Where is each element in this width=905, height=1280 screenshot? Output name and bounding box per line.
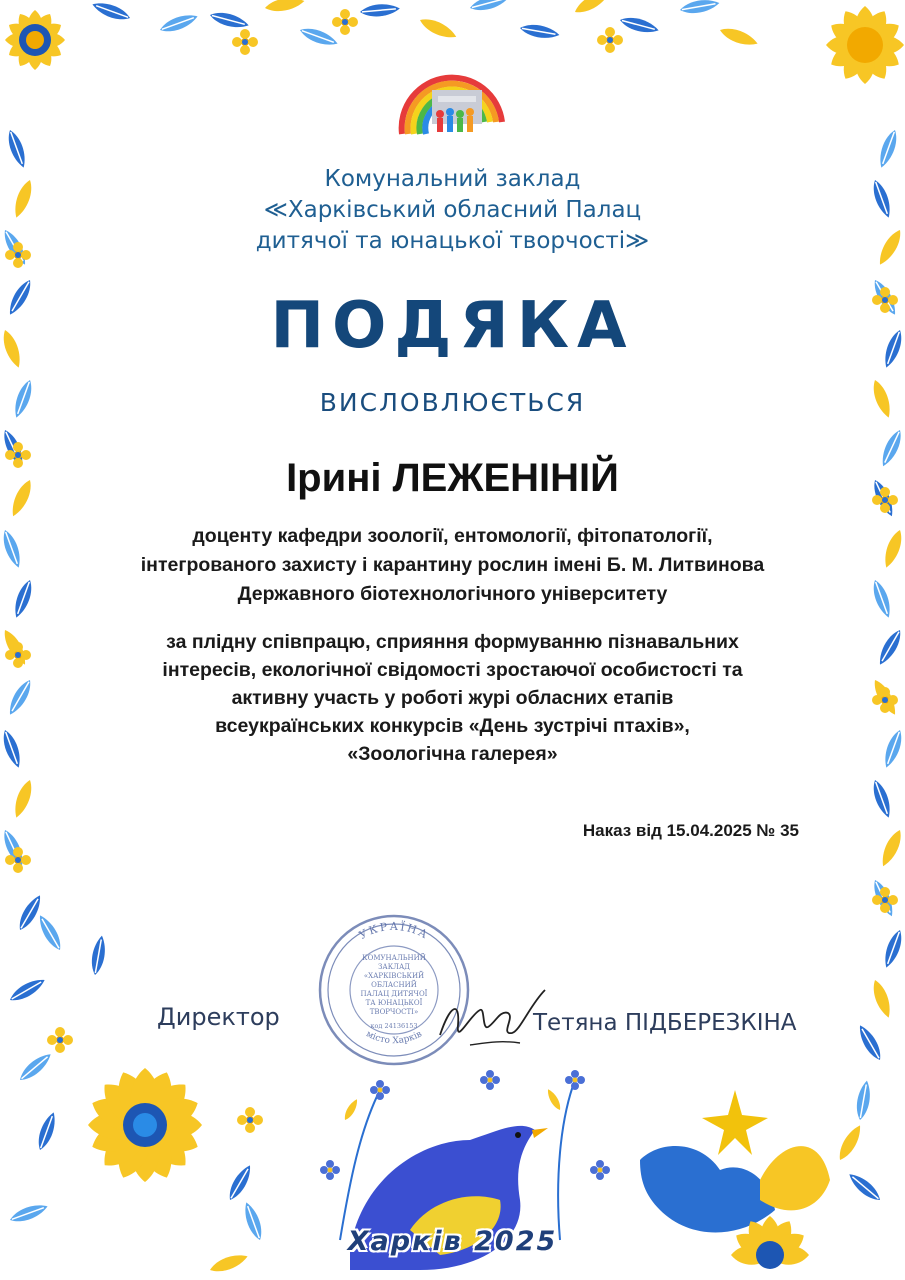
signatory-name: Тетяна ПІДБЕРЕЗКІНА xyxy=(533,1010,797,1036)
stamp-line: ЗАКЛАД xyxy=(378,963,410,971)
stamp-line: ТВОРЧОСТІ» xyxy=(369,1008,419,1016)
award-reason xyxy=(0,628,905,768)
certificate-title: ПОДЯКА xyxy=(270,289,635,363)
position-line: доценту кафедри зоології, ентомології, фітопатології, xyxy=(192,525,713,547)
organization-name xyxy=(0,164,905,257)
stamp-top-text: УКРАЇНА xyxy=(356,919,432,942)
recipient-position xyxy=(0,522,905,609)
position-line: Державного біотехнологічного університету xyxy=(237,583,668,605)
svg-text:УКРАЇНА xyxy=(357,919,431,942)
recipient-name: Ірині ЛЕЖЕНІНІЙ xyxy=(286,456,619,500)
footer-city-year: Харків 2025 xyxy=(347,1226,558,1257)
organization-line-3: дитячої та юнацької творчості≫ xyxy=(255,228,650,254)
stamp-line: ПАЛАЦ ДИТЯЧОЇ xyxy=(360,990,428,998)
stamp-line: ТА ЮНАЦЬКОЇ xyxy=(365,999,423,1007)
stamp-line: ОБЛАСНИЙ xyxy=(371,981,417,989)
svg-text:місто Харків xyxy=(364,1029,424,1046)
stamp-line: «ХАРКІВСЬКИЙ xyxy=(363,972,425,980)
reason-line: активну участь у роботі журі обласних етапів xyxy=(231,687,674,709)
reason-line: «Зоологічна галерея» xyxy=(347,743,558,765)
reason-line: всеукраїнських конкурсів «День зустрічі птахів», xyxy=(215,715,690,737)
stamp-bottom-text: місто Харків xyxy=(364,1029,424,1047)
organization-line-1: Комунальний заклад xyxy=(324,166,581,192)
handwritten-signature xyxy=(430,985,550,1055)
stamp-code: код 24136153 xyxy=(370,1022,418,1030)
organization-line-2: ≪Харківський обласний Палац xyxy=(263,197,642,223)
position-line: інтегрованого захисту і карантину рослин імені Б. М. Литвинова xyxy=(140,554,765,576)
order-reference: Наказ від 15.04.2025 № 35 xyxy=(582,821,799,840)
reason-line: за плідну співпрацю, сприяння формуванню пізнавальних xyxy=(166,631,739,653)
reason-line: інтересів, екологічної свідомості зростаючої особистості та xyxy=(162,659,743,681)
signatory-role: Директор xyxy=(157,1003,280,1031)
rainbow-children-logo-icon xyxy=(390,52,515,157)
certificate-subtitle: ВИСЛОВЛЮЄТЬСЯ xyxy=(319,388,586,417)
stamp-line: КОМУНАЛЬНИЙ xyxy=(362,954,426,962)
